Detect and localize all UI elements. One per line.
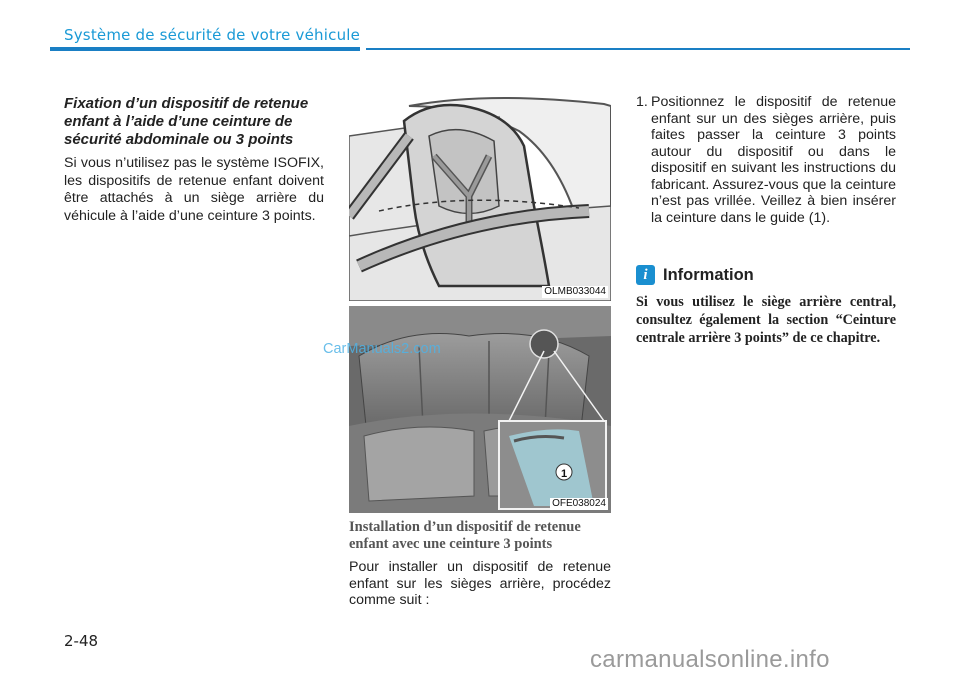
rear-seat-photo: [349, 306, 611, 513]
middle-caption-block: [349, 519, 611, 609]
step-number: 1.: [636, 94, 648, 110]
left-column: [64, 95, 324, 225]
child-seat-drawing: [349, 96, 611, 301]
section-heading: Fixation d’un dispositif de retenue enfant à l’aide d’une ceinture de sécurité abdominale ou 3 points: [64, 95, 309, 148]
middle-body-text: Pour installer un dispositif de retenue enfant sur les sièges arrière, procédez comme suit :: [349, 559, 611, 608]
information-title: Information: [663, 265, 754, 284]
information-header: [636, 265, 754, 285]
right-column: [636, 94, 896, 226]
step-item: [636, 94, 896, 226]
image-code-top: OLMB033044: [544, 286, 606, 297]
watermark-top: CarManuals2.com: [323, 341, 441, 357]
header-rule-thin: [366, 48, 910, 50]
rear-seat-drawing: [349, 306, 611, 513]
info-icon: i: [636, 265, 655, 285]
left-body-text: Si vous n’utilisez pas le système ISOFIX, les dispositifs de retenue enfant doivent être attachés à un siège arrière du véhicule à l’aide d’une ceinture 3 points.: [64, 155, 324, 224]
image-code-bottom: OFE038024: [552, 498, 606, 509]
information-body: Si vous utilisez le siège arrière central, consultez également la section “Ceinture centrale arrière 3 points” de ce chapitre.: [636, 294, 896, 346]
header-rule-thick: [50, 47, 360, 51]
callout-number: 1: [560, 468, 568, 480]
watermark-bottom: carmanualsonline.info: [590, 646, 830, 673]
child-seat-illustration: [349, 96, 611, 301]
step-text: Positionnez le dispositif de retenue enfant sur un des sièges arrière, puis faites passer la ceinture 3 points autour du dispositif ou dans le dispositif en suivant les instructions du fabricant. Assurez-vous que la ceinture n’est pas vrillée. Veillez à bien insérer la ceinture dans le guide (1).: [651, 94, 896, 226]
page-number: 2-48: [64, 632, 99, 650]
figure-caption: Installation d’un dispositif de retenue enfant avec une ceinture 3 points: [349, 519, 581, 552]
section-header-title: Système de sécurité de votre véhicule: [64, 26, 361, 44]
